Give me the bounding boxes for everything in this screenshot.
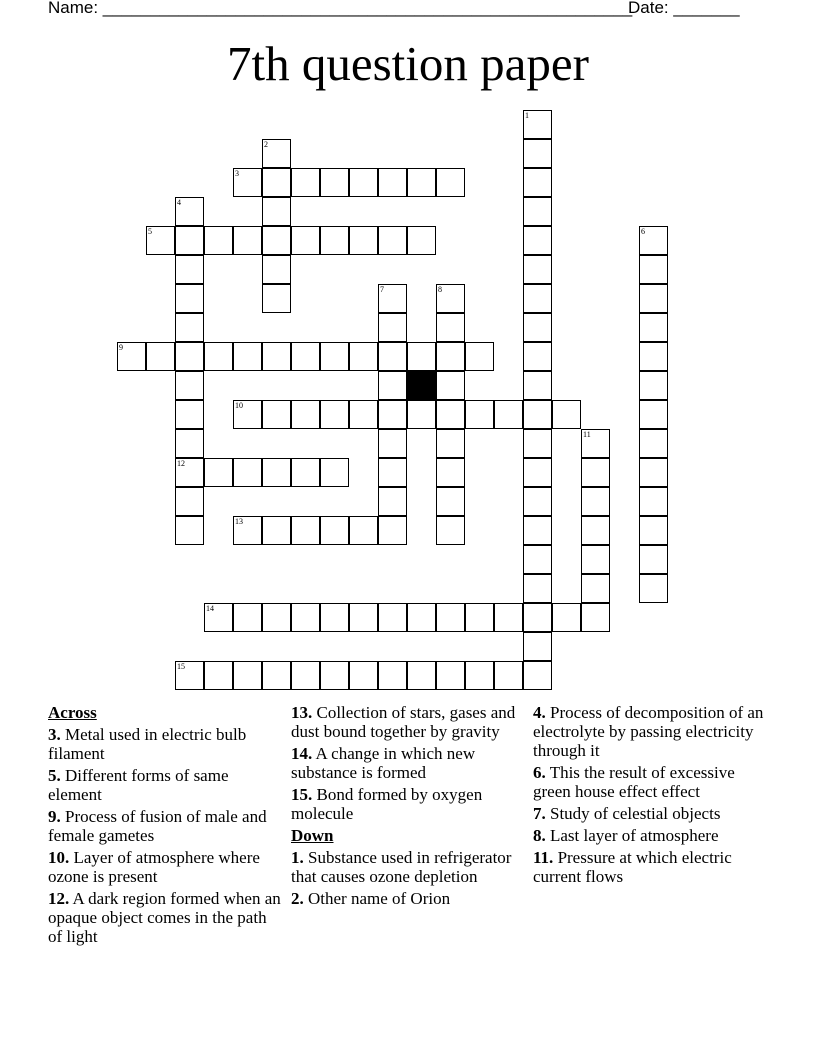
clues-column-2 xyxy=(291,703,527,911)
crossword-cell[interactable] xyxy=(494,400,523,429)
crossword-cell[interactable] xyxy=(639,458,668,487)
clue-item xyxy=(533,763,769,801)
crossword-cell[interactable] xyxy=(436,487,465,516)
crossword-cell[interactable] xyxy=(291,458,320,487)
clue-number: 2 xyxy=(264,140,268,149)
crossword-cell[interactable] xyxy=(320,342,349,371)
clue-number: 5 xyxy=(148,227,152,236)
clue-num: 12. xyxy=(48,889,70,908)
crossword-cell[interactable] xyxy=(233,603,262,632)
crossword-cell[interactable] xyxy=(262,197,291,226)
crossword-cell[interactable] xyxy=(291,661,320,690)
black-square xyxy=(407,371,436,400)
clue-item xyxy=(48,889,284,946)
crossword-cell[interactable] xyxy=(639,516,668,545)
crossword-cell[interactable] xyxy=(175,371,204,400)
crossword-cell[interactable] xyxy=(320,603,349,632)
crossword-cell[interactable] xyxy=(175,661,204,690)
crossword-cell[interactable] xyxy=(639,226,668,255)
crossword-cell[interactable] xyxy=(349,661,378,690)
clue-text: Process of fusion of male and female gametes xyxy=(48,807,267,845)
clue-num: 13. xyxy=(291,703,313,722)
crossword-cell[interactable] xyxy=(523,400,552,429)
crossword-cell[interactable] xyxy=(465,400,494,429)
crossword-cell[interactable] xyxy=(436,603,465,632)
clue-text: This the result of excessive green house effect effect xyxy=(533,763,735,801)
crossword-cell[interactable] xyxy=(523,371,552,400)
crossword-cell[interactable] xyxy=(378,516,407,545)
crossword-cell[interactable] xyxy=(291,168,320,197)
clue-num: 7. xyxy=(533,804,546,823)
crossword-cell[interactable] xyxy=(639,342,668,371)
crossword-cell[interactable] xyxy=(581,429,610,458)
crossword-cell[interactable] xyxy=(320,400,349,429)
clue-text: Different forms of same element xyxy=(48,766,229,804)
crossword-cell[interactable] xyxy=(378,226,407,255)
clue-item xyxy=(48,725,284,763)
crossword-cell[interactable] xyxy=(378,342,407,371)
clue-number: 11 xyxy=(583,430,591,439)
clue-num: 15. xyxy=(291,785,313,804)
clue-number: 8 xyxy=(438,285,442,294)
crossword-cell[interactable] xyxy=(523,110,552,139)
clue-text: Pressure at which electric current flows xyxy=(533,848,732,886)
crossword-cell[interactable] xyxy=(320,661,349,690)
crossword-cell[interactable] xyxy=(639,429,668,458)
crossword-cell[interactable] xyxy=(436,458,465,487)
crossword-cell[interactable] xyxy=(233,458,262,487)
crossword-cell[interactable] xyxy=(436,168,465,197)
clue-number: 1 xyxy=(525,111,529,120)
clue-number: 7 xyxy=(380,285,384,294)
clue-num: 10. xyxy=(48,848,70,867)
crossword-cell[interactable] xyxy=(436,371,465,400)
crossword-cell[interactable] xyxy=(378,400,407,429)
clue-num: 9. xyxy=(48,807,61,826)
crossword-cell[interactable] xyxy=(349,226,378,255)
crossword-cell[interactable] xyxy=(378,168,407,197)
page-title: 7th question paper xyxy=(227,36,589,91)
crossword-cell[interactable] xyxy=(233,516,262,545)
crossword-cell[interactable] xyxy=(262,342,291,371)
crossword-cell[interactable] xyxy=(349,342,378,371)
clue-item xyxy=(291,744,527,782)
crossword-cell[interactable] xyxy=(581,487,610,516)
crossword-cell[interactable] xyxy=(523,284,552,313)
clue-number: 12 xyxy=(177,459,185,468)
crossword-cell[interactable] xyxy=(262,603,291,632)
crossword-cell[interactable] xyxy=(523,429,552,458)
clue-text: Collection of stars, gases and dust bound together by gravity xyxy=(291,703,516,741)
crossword-cell[interactable] xyxy=(407,342,436,371)
name-field[interactable]: Name: ________________________________________________________ xyxy=(48,0,633,17)
crossword-cell[interactable] xyxy=(291,516,320,545)
clue-text: Study of celestial objects xyxy=(545,804,721,823)
crossword-cell[interactable] xyxy=(349,400,378,429)
crossword-cell[interactable] xyxy=(204,226,233,255)
crossword-cell[interactable] xyxy=(407,661,436,690)
clue-item xyxy=(48,848,284,886)
crossword-cell[interactable] xyxy=(262,516,291,545)
clue-number: 9 xyxy=(119,343,123,352)
crossword-cell[interactable] xyxy=(175,516,204,545)
crossword-cell[interactable] xyxy=(523,168,552,197)
crossword-cell[interactable] xyxy=(581,603,610,632)
clue-text: Layer of atmosphere where ozone is present xyxy=(48,848,260,886)
crossword-cell[interactable] xyxy=(581,516,610,545)
crossword-cell[interactable] xyxy=(639,400,668,429)
crossword-cell[interactable] xyxy=(378,661,407,690)
crossword-cell[interactable] xyxy=(175,342,204,371)
clue-num: 14. xyxy=(291,744,313,763)
crossword-cell[interactable] xyxy=(233,400,262,429)
crossword-cell[interactable] xyxy=(378,371,407,400)
clue-item xyxy=(291,889,527,908)
crossword-cell[interactable] xyxy=(320,516,349,545)
crossword-cell[interactable] xyxy=(291,400,320,429)
crossword-cell[interactable] xyxy=(639,487,668,516)
crossword-cell[interactable] xyxy=(320,168,349,197)
crossword-cell[interactable] xyxy=(262,661,291,690)
clue-text: Process of decomposition of an electrolyte by passing electricity through it xyxy=(533,703,764,760)
crossword-cell[interactable] xyxy=(581,574,610,603)
crossword-cell[interactable] xyxy=(233,342,262,371)
crossword-cell[interactable] xyxy=(146,226,175,255)
crossword-cell[interactable] xyxy=(523,458,552,487)
crossword-cell[interactable] xyxy=(175,255,204,284)
crossword-cell[interactable] xyxy=(523,226,552,255)
crossword-cell[interactable] xyxy=(523,313,552,342)
crossword-cell[interactable] xyxy=(552,400,581,429)
crossword-cell[interactable] xyxy=(233,168,262,197)
crossword-cell[interactable] xyxy=(523,139,552,168)
crossword-cell[interactable] xyxy=(581,458,610,487)
clue-item xyxy=(533,703,769,760)
crossword-cell[interactable] xyxy=(523,545,552,574)
crossword-cell[interactable] xyxy=(349,516,378,545)
crossword-cell[interactable] xyxy=(175,400,204,429)
crossword-cell[interactable] xyxy=(436,313,465,342)
crossword-cell[interactable] xyxy=(262,168,291,197)
crossword-cell[interactable] xyxy=(436,342,465,371)
crossword-cell[interactable] xyxy=(523,342,552,371)
crossword-cell[interactable] xyxy=(639,545,668,574)
crossword-cell[interactable] xyxy=(175,197,204,226)
crossword-cell[interactable] xyxy=(436,284,465,313)
crossword-cell[interactable] xyxy=(378,313,407,342)
clue-num: 3. xyxy=(48,725,61,744)
crossword-cell[interactable] xyxy=(465,661,494,690)
crossword-cell[interactable] xyxy=(378,284,407,313)
crossword-cell[interactable] xyxy=(320,458,349,487)
crossword-cell[interactable] xyxy=(378,458,407,487)
clue-number: 10 xyxy=(235,401,243,410)
crossword-cell[interactable] xyxy=(523,574,552,603)
crossword-cell[interactable] xyxy=(407,603,436,632)
crossword-cell[interactable] xyxy=(175,487,204,516)
clue-num: 5. xyxy=(48,766,61,785)
crossword-cell[interactable] xyxy=(436,429,465,458)
crossword-cell[interactable] xyxy=(494,661,523,690)
crossword-cell[interactable] xyxy=(291,603,320,632)
crossword-cell[interactable] xyxy=(262,458,291,487)
clue-item xyxy=(48,766,284,804)
clue-num: 2. xyxy=(291,889,304,908)
clue-num: 11. xyxy=(533,848,554,867)
crossword-cell[interactable] xyxy=(204,342,233,371)
clue-item xyxy=(533,848,769,886)
crossword-cell[interactable] xyxy=(175,429,204,458)
clue-text: Other name of Orion xyxy=(303,889,451,908)
crossword-cell[interactable] xyxy=(639,284,668,313)
crossword-cell[interactable] xyxy=(523,603,552,632)
crossword-cell[interactable] xyxy=(349,168,378,197)
date-field[interactable]: Date: _______ xyxy=(628,0,740,17)
crossword-cell[interactable] xyxy=(262,255,291,284)
clue-text: A dark region formed when an opaque object comes in the path of light xyxy=(48,889,281,946)
crossword-cell[interactable] xyxy=(407,400,436,429)
crossword-cell[interactable] xyxy=(262,400,291,429)
crossword-cell[interactable] xyxy=(204,661,233,690)
crossword-cell[interactable] xyxy=(639,255,668,284)
clue-text: Last layer of atmosphere xyxy=(545,826,719,845)
crossword-cell[interactable] xyxy=(523,487,552,516)
crossword-cell[interactable] xyxy=(175,284,204,313)
crossword-cell[interactable] xyxy=(523,661,552,690)
clue-num: 4. xyxy=(533,703,546,722)
clue-number: 3 xyxy=(235,169,239,178)
crossword-cell[interactable] xyxy=(436,516,465,545)
crossword-cell[interactable] xyxy=(291,226,320,255)
crossword-cell[interactable] xyxy=(639,574,668,603)
down-heading: Down xyxy=(291,826,334,845)
clue-number: 15 xyxy=(177,662,185,671)
crossword-cell[interactable] xyxy=(552,603,581,632)
clue-item xyxy=(291,848,527,886)
clue-number: 14 xyxy=(206,604,214,613)
crossword-cell[interactable] xyxy=(175,458,204,487)
crossword-cell[interactable] xyxy=(262,139,291,168)
clue-item xyxy=(533,826,769,845)
crossword-cell[interactable] xyxy=(523,197,552,226)
clues-column-1 xyxy=(48,703,284,949)
clues-column-3 xyxy=(533,703,769,889)
crossword-cell[interactable] xyxy=(117,342,146,371)
crossword-cell[interactable] xyxy=(494,603,523,632)
crossword-cell[interactable] xyxy=(349,603,378,632)
crossword-cell[interactable] xyxy=(523,255,552,284)
crossword-cell[interactable] xyxy=(581,545,610,574)
crossword-cell[interactable] xyxy=(407,226,436,255)
crossword-cell[interactable] xyxy=(204,603,233,632)
crossword-cell[interactable] xyxy=(175,226,204,255)
clue-item xyxy=(48,807,284,845)
clue-item xyxy=(291,785,527,823)
clue-num: 1. xyxy=(291,848,304,867)
crossword-cell[interactable] xyxy=(233,226,262,255)
crossword-cell[interactable] xyxy=(378,429,407,458)
crossword-cell[interactable] xyxy=(436,661,465,690)
clue-number: 6 xyxy=(641,227,645,236)
crossword-cell[interactable] xyxy=(436,400,465,429)
clue-num: 6. xyxy=(533,763,546,782)
clue-num: 8. xyxy=(533,826,546,845)
crossword-cell[interactable] xyxy=(639,371,668,400)
across-heading: Across xyxy=(48,703,97,722)
clue-number: 4 xyxy=(177,198,181,207)
clue-text: Bond formed by oxygen molecule xyxy=(291,785,483,823)
crossword-cell[interactable] xyxy=(320,226,349,255)
crossword-cell[interactable] xyxy=(204,458,233,487)
clue-item xyxy=(291,703,527,741)
clue-item xyxy=(533,804,769,823)
clue-text: A change in which new substance is formed xyxy=(291,744,476,782)
clue-text: Substance used in refrigerator that causes ozone depletion xyxy=(291,848,512,886)
crossword-cell[interactable] xyxy=(262,226,291,255)
crossword-cell[interactable] xyxy=(291,342,320,371)
crossword-cell[interactable] xyxy=(233,661,262,690)
crossword-cell[interactable] xyxy=(378,603,407,632)
crossword-cell[interactable] xyxy=(523,516,552,545)
crossword-cell[interactable] xyxy=(465,342,494,371)
crossword-cell[interactable] xyxy=(175,313,204,342)
crossword-cell[interactable] xyxy=(523,632,552,661)
crossword-cell[interactable] xyxy=(639,313,668,342)
crossword-cell[interactable] xyxy=(407,168,436,197)
crossword-cell[interactable] xyxy=(146,342,175,371)
crossword-cell[interactable] xyxy=(378,487,407,516)
crossword-cell[interactable] xyxy=(465,603,494,632)
clue-text: Metal used in electric bulb filament xyxy=(48,725,247,763)
clue-number: 13 xyxy=(235,517,243,526)
crossword-cell[interactable] xyxy=(262,284,291,313)
